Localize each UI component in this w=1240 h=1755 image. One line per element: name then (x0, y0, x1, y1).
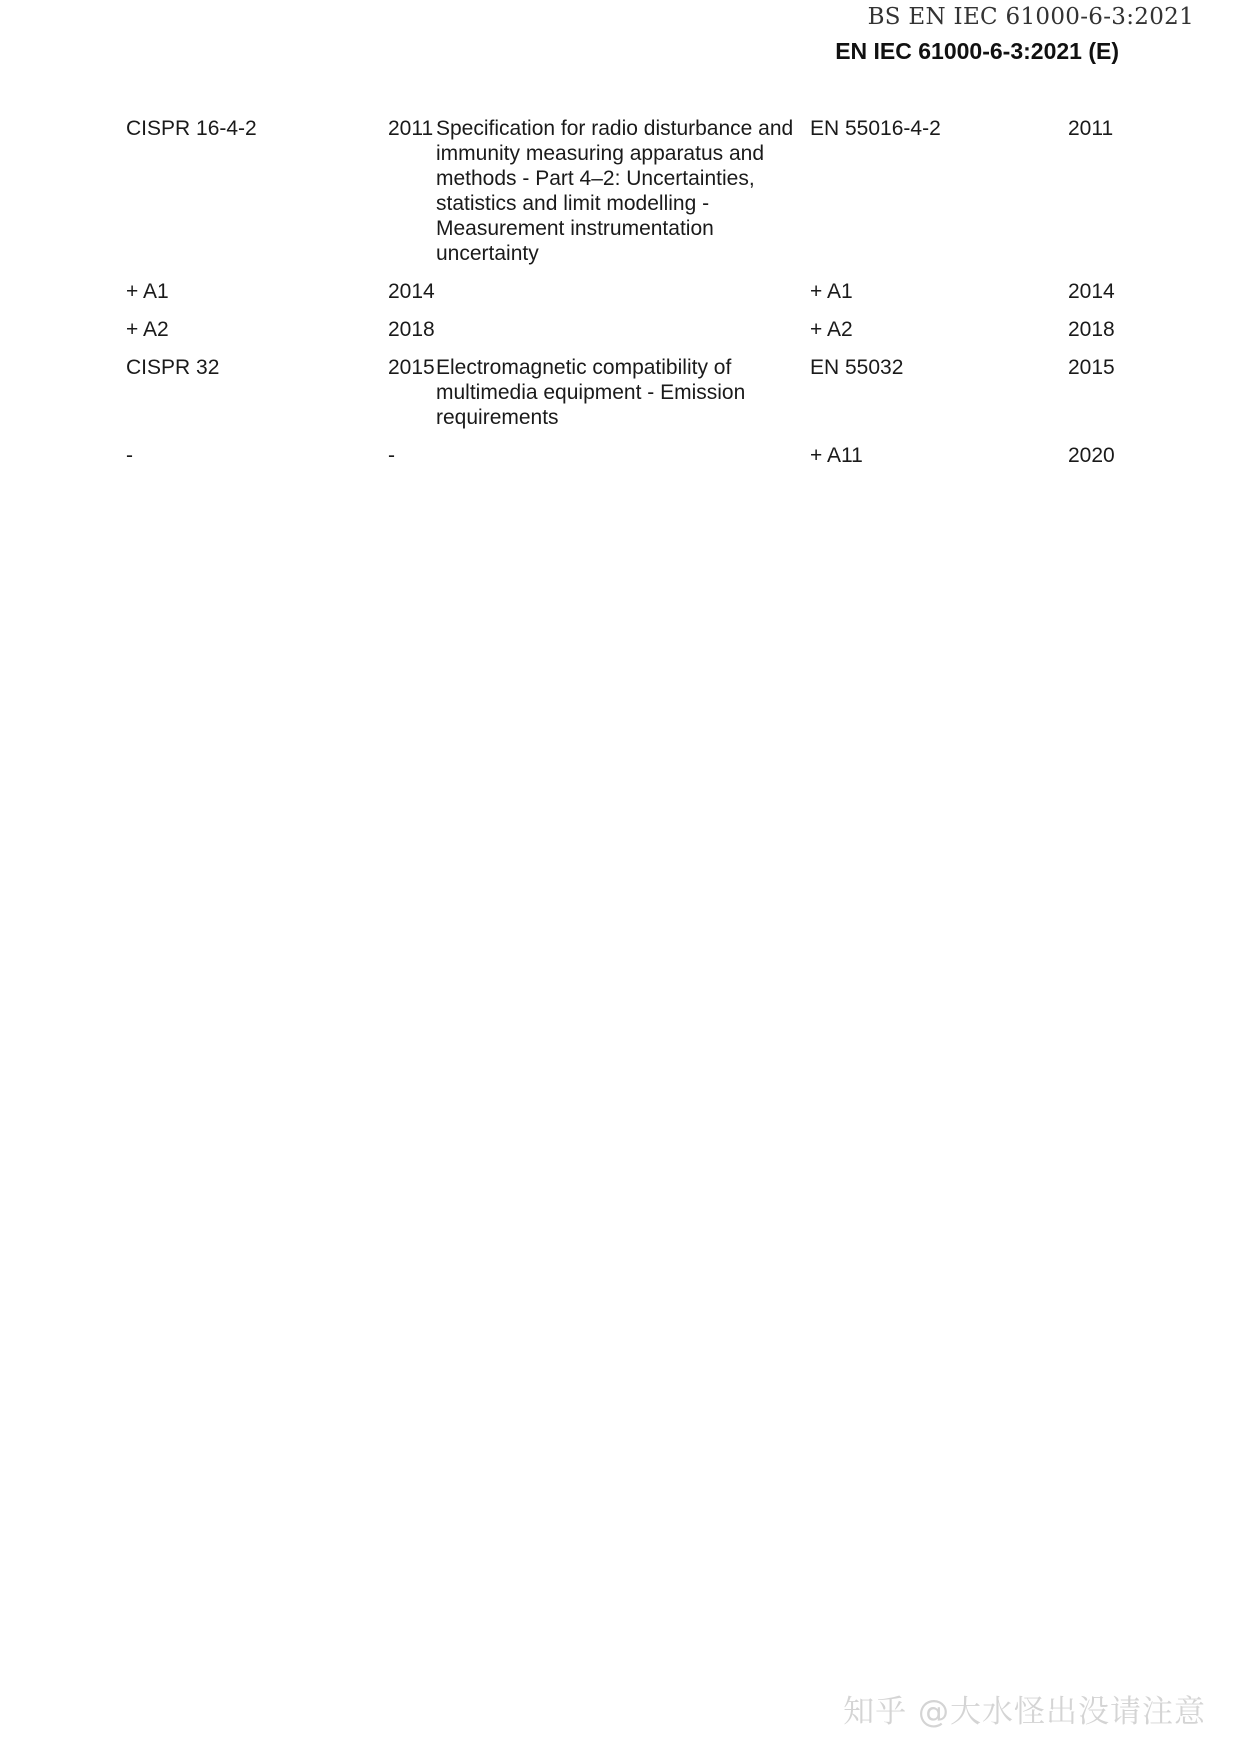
title-cell (436, 317, 808, 342)
title-cell: Electromagnetic compatibility of multimedia equipment - Emission requirements (436, 356, 746, 429)
document-header-bs: BS EN IEC 61000-6-3:2021 (867, 4, 1194, 30)
table-row (126, 443, 1116, 468)
en-year-cell: 2011 (1068, 117, 1114, 140)
title-cell (436, 443, 808, 468)
year-cell: 2015 (388, 356, 435, 379)
normative-references-table (126, 116, 1116, 481)
watermark-text: 知乎 @大水怪出没请注意 (843, 1694, 1206, 1730)
en-hd-cell: + A1 (810, 280, 853, 303)
en-year-cell: 2020 (1068, 444, 1115, 467)
year-cell: 2011 (388, 117, 434, 140)
en-hd-cell: + A11 (810, 444, 863, 467)
en-year-cell: 2018 (1068, 318, 1115, 341)
year-cell: 2018 (388, 318, 435, 341)
year-cell: - (388, 444, 395, 467)
table-row (126, 279, 1116, 304)
publication-cell: CISPR 16-4-2 (126, 117, 257, 140)
en-year-cell: 2015 (1068, 356, 1115, 379)
publication-cell: - (126, 444, 133, 467)
en-hd-cell: EN 55032 (810, 356, 904, 379)
table-row (126, 355, 1116, 430)
publication-cell: + A1 (126, 280, 169, 303)
en-hd-cell: + A2 (810, 318, 853, 341)
en-hd-cell: EN 55016-4-2 (810, 117, 941, 140)
year-cell: 2014 (388, 280, 435, 303)
publication-cell: CISPR 32 (126, 356, 220, 379)
title-cell (436, 279, 808, 304)
document-header-en: EN IEC 61000-6-3:2021 (E) (835, 38, 1119, 64)
table-row (126, 116, 1116, 266)
table-row (126, 317, 1116, 342)
publication-cell: + A2 (126, 318, 169, 341)
title-cell: Specification for radio disturbance and immunity measuring apparatus and methods - Part 4–2: Uncertainties, statistics and limit modelling - Measurement instrumentation uncertainty (436, 117, 794, 265)
en-year-cell: 2014 (1068, 280, 1115, 303)
